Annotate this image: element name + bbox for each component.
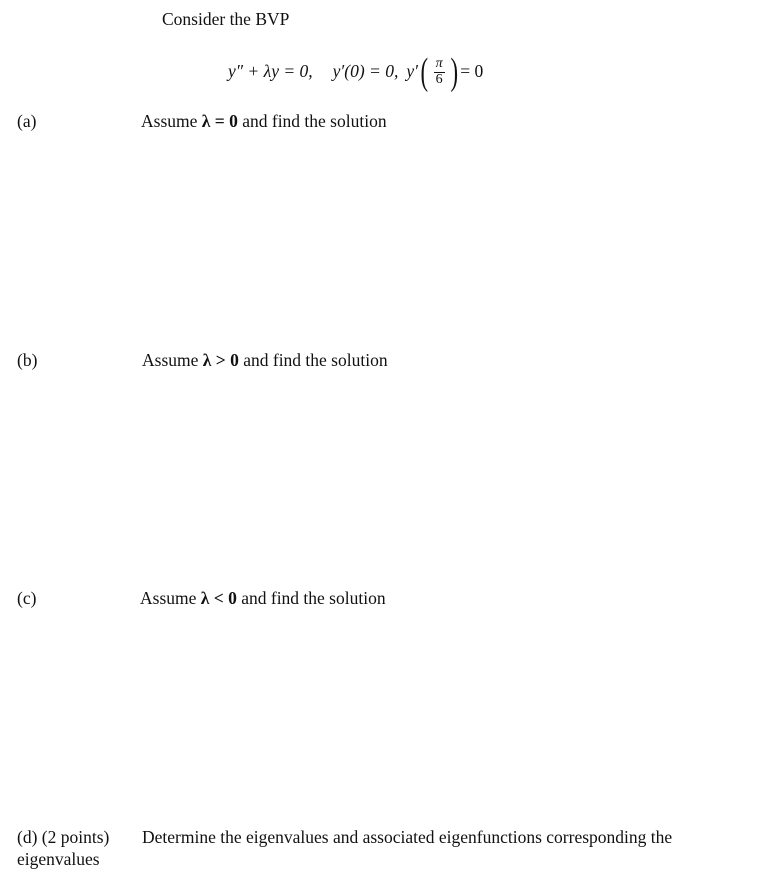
part-b-label: (b) <box>17 350 38 370</box>
part-a-post: and find the solution <box>237 111 387 131</box>
part-c-text <box>140 590 386 608</box>
boundary-condition-2-rhs: = 0 <box>460 61 484 82</box>
part-d-label: (d) (2 points) <box>17 827 110 847</box>
fraction-numerator: π <box>435 55 443 71</box>
left-paren: ( <box>420 51 429 93</box>
part-c-label: (c) <box>17 588 37 608</box>
fraction-denominator: 6 <box>435 71 443 87</box>
intro-text: Consider the BVP <box>162 9 290 29</box>
boundary-condition-1: y′(0) = 0, <box>332 61 399 82</box>
part-a-pre: Assume <box>141 111 202 131</box>
part-c-lambda: λ < 0 <box>200 588 237 608</box>
part-b-post: and find the solution <box>238 350 388 370</box>
part-b-pre: Assume <box>142 350 203 370</box>
part-a-label: (a) <box>17 111 37 131</box>
part-b-lambda: λ > 0 <box>202 350 239 370</box>
part-d-text: Determine the eigenvalues and associated eigenfunctions corresponding the <box>142 827 673 847</box>
fraction <box>434 57 445 87</box>
part-c-post: and find the solution <box>236 588 386 608</box>
ode: y″ + λy = 0, <box>228 61 313 82</box>
part-c-pre: Assume <box>140 588 201 608</box>
right-paren: ) <box>450 51 458 93</box>
part-a-lambda: λ = 0 <box>201 111 238 131</box>
part-b-text <box>142 352 388 370</box>
part-d-continuation: eigenvalues <box>17 849 100 869</box>
part-a-text <box>141 113 387 131</box>
boundary-condition-2-lhs: y′ <box>406 61 418 82</box>
bvp-equation <box>228 52 483 92</box>
